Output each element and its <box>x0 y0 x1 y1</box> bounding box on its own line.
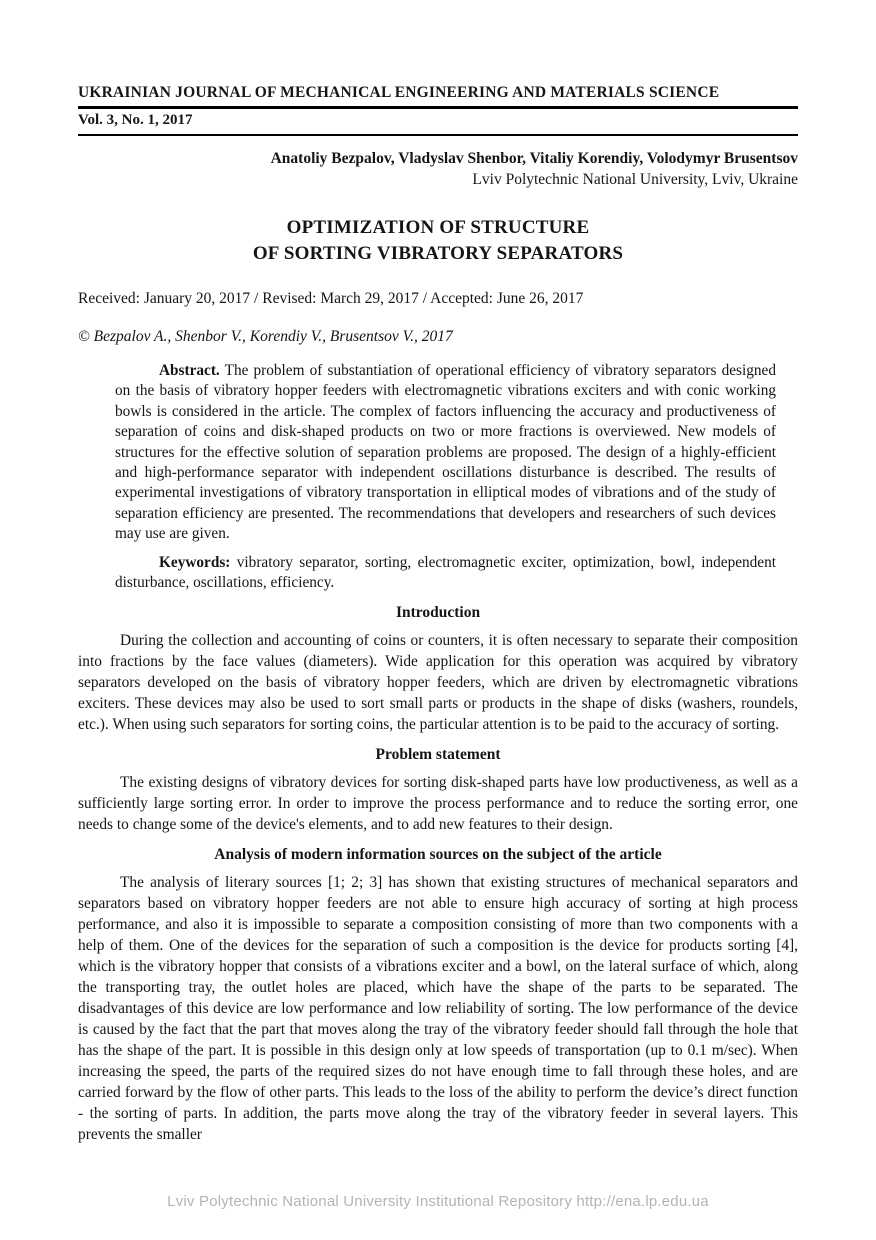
repository-footer: Lviv Polytechnic National University Institutional Repository http://ena.lp.edu.ua <box>167 1193 709 1210</box>
article-title-line1: OPTIMIZATION OF STRUCTURE <box>286 217 590 238</box>
article-title <box>78 215 798 267</box>
section-paragraph: During the collection and accounting of coins or counters, it is often necessary to separate their composition into fractions by the face values (diameters). Wide application for this operation was acquired by vibratory separators developed on the basis of vibratory hopper feeders, which are driven by electromagnetic vibrations exciters. These devices may also be used to sort small parts or products in the shape of disks (washers, roundels, etc.). When using such separators for sorting coins, the particular attention is to be paid to the accuracy of sorting. <box>78 632 798 734</box>
keywords-paragraph <box>115 553 776 594</box>
section-heading-problem-statement: Problem statement <box>375 746 501 764</box>
section-problem-statement <box>78 745 798 835</box>
keywords-text: vibratory separator, sorting, electromagnetic exciter, optimization, bowl, independent disturbance, oscillations, efficiency. <box>115 553 776 592</box>
section-analysis <box>78 845 798 1145</box>
journal-title: UKRAINIAN JOURNAL OF MECHANICAL ENGINEERING AND MATERIALS SCIENCE <box>78 84 798 109</box>
abstract-label: Abstract. <box>159 362 220 379</box>
keywords-label: Keywords: <box>159 553 231 571</box>
authors-line: Anatoliy Bezpalov, Vladyslav Shenbor, Vitaliy Korendiy, Volodymyr Brusentsov <box>270 150 798 167</box>
section-paragraph: The analysis of literary sources [1; 2; 3] has shown that existing structures of mechanical separators and separators based on vibratory hopper feeders are not able to ensure high accuracy of sorting at high process performance, and also it is impossible to separate a composition consisting of more than two components with a help of them. One of the devices for the separation of such a composition is the device for products sorting [4], which is the vibratory hopper that consists of a vibrations exciter and a bowl, on the lateral surface of which, along the transporting tray, the outlet holes are placed, which have the shape of the parts to be separated. The disadvantages of this device are low performance and low reliability of sorting. The low performance of the device is caused by the fact that the part that moves along the tray of the vibratory feeder should fall through the hole that has the shape of the part. It is possible in this design only at low speeds of transportation (up to 0.1 m/sec). When increasing the speed, the parts of the required sizes do not have enough time to fall through these holes, and are carried forward by the flow of other parts. This leads to the loss of the ability to perform the device’s direct function - the sorting of parts. In addition, the parts move along the tray of the vibratory feeder in several layers. This prevents the smaller <box>78 874 798 1144</box>
section-introduction <box>78 603 798 735</box>
abstract-text: The problem of substantiation of operational efficiency of vibratory separators designed on the basis of vibratory hopper feeders with electromagnetic vibrations exciters and with conic working bowls is considered in the article. The complex of factors influencing the accuracy and productiveness of separation of coins and disk-shaped products on two or more fractions is overviewed. New models of structures for the effective solution of separation problems are proposed. The design of a highly-efficient and high-performance separator with independent oscillations disturbance is described. The results of experimental investigations of vibratory transportation in elliptical modes of vibrations and of the study of separation efficiency are presented. The recommendations that developers and researchers of such devices may use are given. <box>115 362 776 543</box>
received-revised-accepted: Received: January 20, 2017 / Revised: March 29, 2017 / Accepted: June 26, 2017 <box>78 290 584 307</box>
section-paragraph: The existing designs of vibratory devices for sorting disk-shaped parts have low productiveness, as well as a sufficiently large sorting error. In order to improve the process performance and to reduce the sorting error, one needs to change some of the device's elements, and to add new features to their design. <box>78 774 798 834</box>
affiliation-line: Lviv Polytechnic National University, Lviv, Ukraine <box>472 171 798 188</box>
section-heading-introduction: Introduction <box>395 604 481 622</box>
article-title-line2: OF SORTING VIBRATORY SEPARATORS <box>252 243 624 264</box>
journal-header <box>78 84 798 136</box>
volume-info: Vol. 3, No. 1, 2017 <box>78 109 798 136</box>
abstract-paragraph <box>115 361 776 545</box>
copyright-line: © Bezpalov A., Shenbor V., Korendiy V., Brusentsov V., 2017 <box>78 328 453 345</box>
section-heading-analysis: Analysis of modern information sources on the subject of the article <box>214 846 662 864</box>
